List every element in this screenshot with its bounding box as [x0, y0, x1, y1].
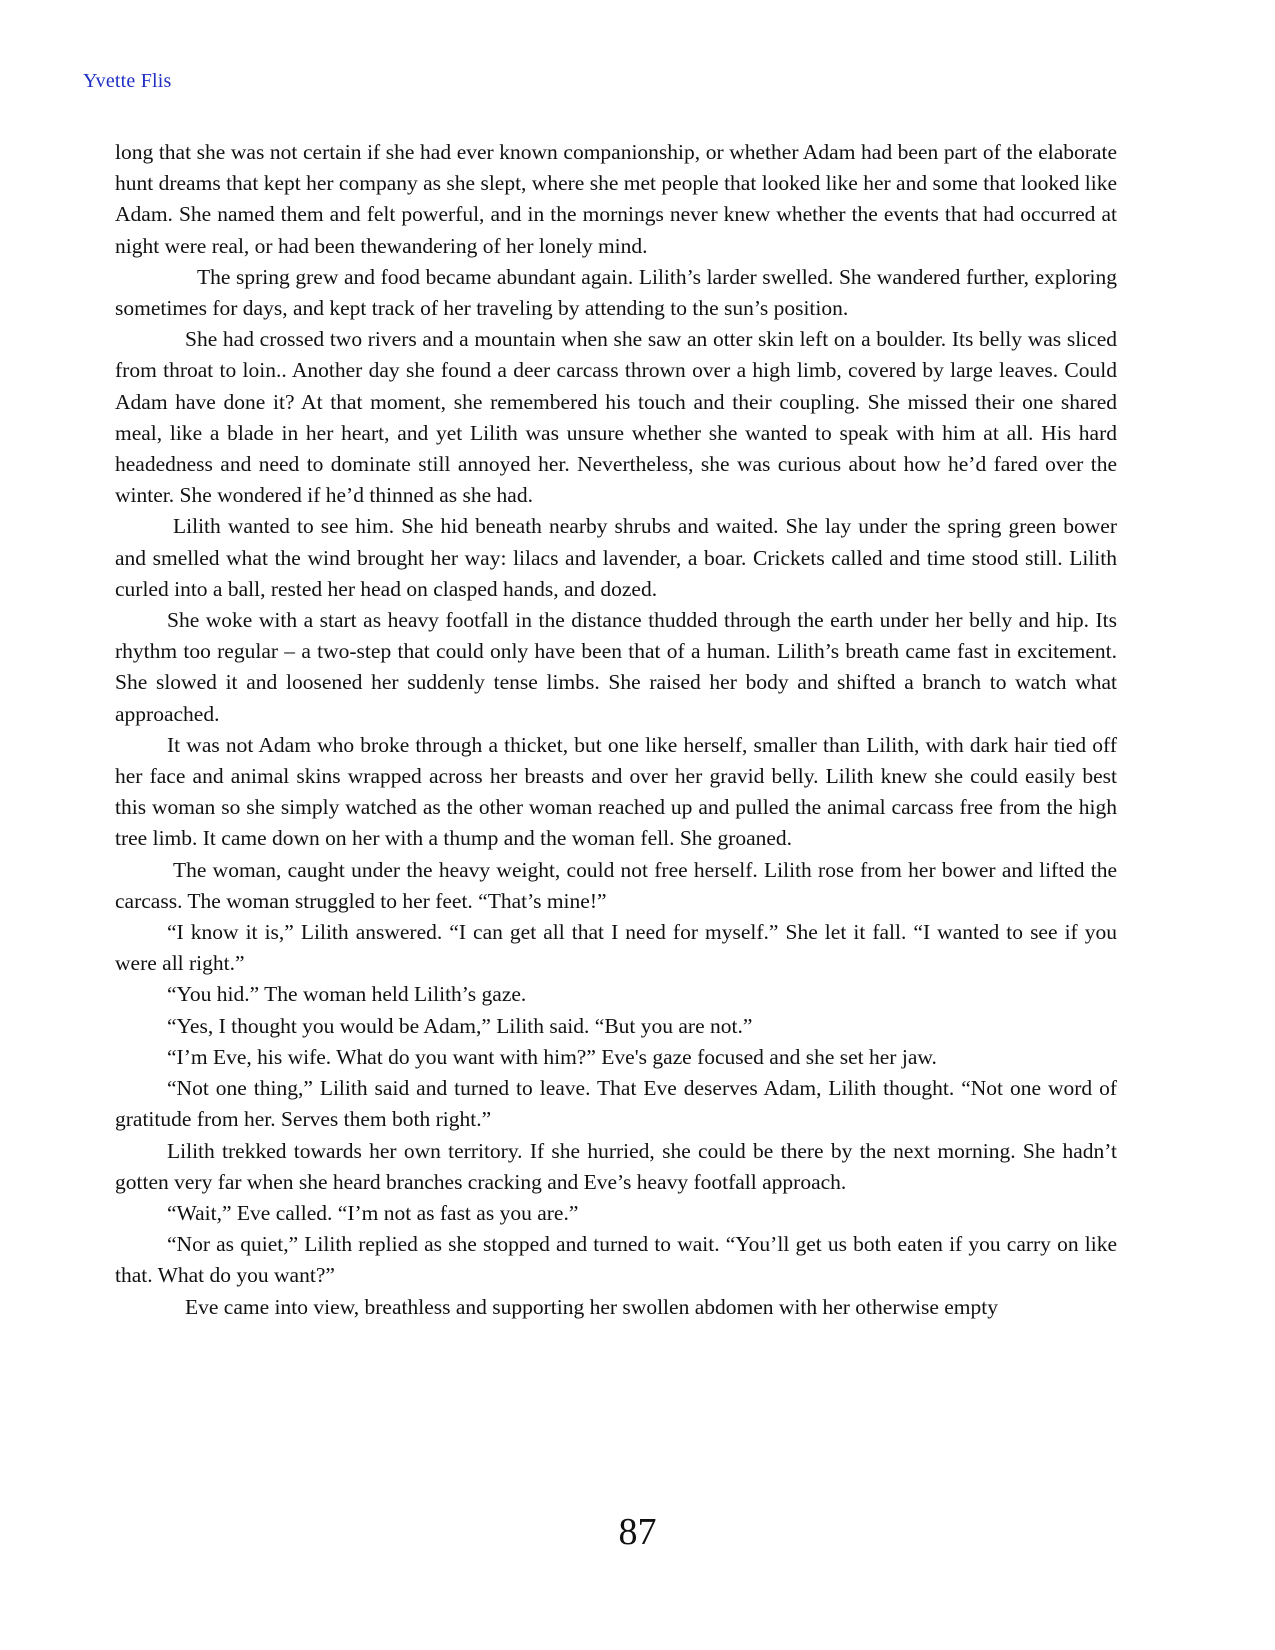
paragraph: Lilith trekked towards her own territory. If she hurried, she could be there by the next morning. She hadn’t gotten very far when she heard branches cracking and Eve’s heavy footfall approach.	[115, 1138, 1117, 1194]
paragraph: long that she was not certain if she had ever known companionship, or whether Adam had been part of the elaborate hunt dreams that kept her company as she slept, where she met people that looked like her and some that looked like Adam. She named them and felt powerful, and in the mornings never knew whether the events that had occurred at night were real, or had been thewandering of her lonely mind.	[115, 140, 1117, 258]
body-text	[115, 137, 1117, 1323]
paragraph: Eve came into view, breathless and supporting her swollen abdomen with her otherwise empty	[185, 1294, 999, 1319]
page-number: 87	[618, 1511, 657, 1553]
paragraph: “I’m Eve, his wife. What do you want with him?” Eve's gaze focused and she set her jaw.	[167, 1044, 937, 1069]
paragraph: Lilith wanted to see him. She hid beneath nearby shrubs and waited. She lay under the spring green bower and smelled what the wind brought her way: lilacs and lavender, a boar. Crickets called and time stood still. Lilith curled into a ball, rested her head on clasped hands, and dozed.	[115, 514, 1117, 601]
running-header-author: Yvette Flis	[83, 70, 172, 92]
paragraph: The woman, caught under the heavy weight, could not free herself. Lilith rose from her bower and lifted the carcass. The woman struggled to her feet. “That’s mine!”	[115, 857, 1117, 913]
paragraph: “Not one thing,” Lilith said and turned to leave. That Eve deserves Adam, Lilith thought. “Not one word of gratitude from her. Serves them both right.”	[115, 1076, 1117, 1132]
paragraph: It was not Adam who broke through a thicket, but one like herself, smaller than Lilith, with dark hair tied off her face and animal skins wrapped across her breasts and over her gravid belly. Lilith knew she could easily best this woman so she simply watched as the other woman reached up and pulled the animal carcass free from the high tree limb. It came down on her with a thump and the woman fell. She groaned.	[115, 732, 1117, 851]
paragraph: The spring grew and food became abundant again. Lilith’s larder swelled. She wandered further, exploring sometimes for days, and kept track of her traveling by attending to the sun’s position.	[115, 264, 1117, 321]
paragraph: “Wait,” Eve called. “I’m not as fast as you are.”	[167, 1200, 579, 1225]
paragraph: “You hid.” The woman held Lilith’s gaze.	[167, 982, 527, 1007]
paragraph: “Nor as quiet,” Lilith replied as she stopped and turned to wait. “You’ll get us both eaten if you carry on like that. What do you want?”	[115, 1232, 1117, 1288]
paragraph: She had crossed two rivers and a mountain when she saw an otter skin left on a boulder. Its belly was sliced from throat to loin.. Another day she found a deer carcass thrown over a high limb, covered by large leaves. Could Adam have done it? At that moment, she remembered his touch and their coupling. She missed their one shared meal, like a blade in her heart, and yet Lilith was unsure whether she wanted to speak with him at all. His hard headedness and need to dominate still annoyed her. Nevertheless, she was curious about how he’d fared over the winter. She wondered if he’d thinned as she had.	[115, 327, 1117, 508]
paragraph: “I know it is,” Lilith answered. “I can get all that I need for myself.” She let it fall. “I wanted to see if you were all right.”	[115, 920, 1117, 976]
paragraph: She woke with a start as heavy footfall in the distance thudded through the earth under her belly and hip. Its rhythm too regular – a two-step that could only have been that of a human. Lilith’s breath came fast in excitement. She slowed it and loosened her suddenly tense limbs. She raised her body and shifted a branch to watch what approached.	[115, 608, 1117, 726]
paragraph: “Yes, I thought you would be Adam,” Lilith said. “But you are not.”	[167, 1013, 753, 1038]
